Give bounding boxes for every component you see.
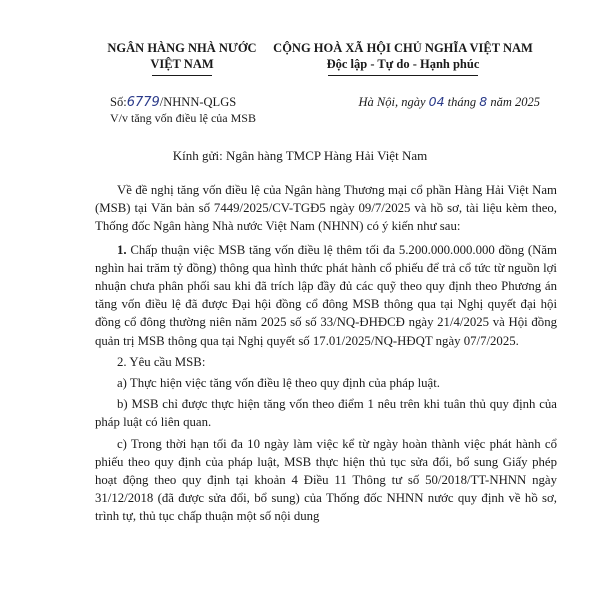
letter-body bbox=[95, 181, 557, 529]
date-place: Hà Nội, ngày bbox=[358, 95, 426, 109]
date-year: năm 2025 bbox=[490, 95, 540, 109]
point-1-number: 1. bbox=[117, 242, 127, 257]
intro-paragraph: Về đề nghị tăng vốn điều lệ của Ngân hàng Thương mại cổ phần Hàng Hải Việt Nam (MSB) tại Văn bản số 7449/2025/CV-TGĐ5 ngày 09/7/2025 và hồ sơ, tài liệu kèm theo, Thống đốc Ngân hàng Nhà nước Việt Nam (NHNN) có ý kiến như sau: bbox=[95, 183, 557, 234]
date-day: 04 bbox=[428, 94, 445, 109]
document-number bbox=[110, 94, 236, 111]
date-month: 8 bbox=[479, 94, 488, 109]
point-2b-paragraph: b) MSB chỉ được thực hiện tăng vốn theo điểm 1 nêu trên khi tuân thủ quy định của pháp luật có liên quan. bbox=[95, 397, 557, 430]
doc-no-prefix: Số: bbox=[110, 95, 127, 109]
doc-no-suffix: /NHNN-QLGS bbox=[159, 95, 237, 109]
motto-underline bbox=[328, 75, 478, 76]
point-2c-paragraph: c) Trong thời hạn tối đa 10 ngày làm việc kể từ ngày hoàn thành việc phát hành cổ phiếu theo quy định của pháp luật, MSB thực hiện thủ tục sửa đổi, bổ sung Giấy phép hoạt động theo quy định tại khoản 4 Điều 11 Thông tư số 50/2018/TT-NHNN ngày 31/12/2018 (đã được sửa đổi, bổ sung) của Thống đốc NHNN nước quy định về hồ sơ, trình tự, thủ tục chấp thuận một số nội dung bbox=[95, 436, 557, 524]
nation-title: CỘNG HOÀ XÃ HỘI CHỦ NGHĨA VIỆT NAM bbox=[273, 41, 533, 55]
date-month-label: tháng bbox=[447, 95, 477, 109]
point-1-paragraph bbox=[95, 241, 557, 350]
point-2a-paragraph: a) Thực hiện việc tăng vốn điều lệ theo quy định của pháp luật. bbox=[117, 376, 440, 391]
date-line bbox=[300, 94, 540, 110]
doc-no-handwritten: 6779 bbox=[126, 95, 160, 110]
national-header bbox=[272, 40, 534, 76]
document-subject: V/v tăng vốn điều lệ của MSB bbox=[110, 111, 256, 125]
issuer-underline bbox=[152, 75, 212, 76]
issuer-header bbox=[92, 40, 272, 76]
point-2-heading: 2. Yêu cầu MSB: bbox=[117, 354, 206, 369]
issuer-name-line1: NGÂN HÀNG NHÀ NƯỚC bbox=[107, 41, 257, 55]
national-motto: Độc lập - Tự do - Hạnh phúc bbox=[326, 57, 480, 71]
greeting: Kính gửi: Ngân hàng TMCP Hàng Hải Việt Nam bbox=[172, 148, 428, 163]
point-1-text: Chấp thuận việc MSB tăng vốn điều lệ thêm tối đa 5.200.000.000.000 đồng (Năm nghìn hai trăm tỷ đồng) thông qua hình thức phát hành cổ phiếu để trả cổ tức từ nguồn lợi nhuận chưa phân phối sau khi đã trích lập đầy đủ các quỹ theo quy định theo Phương án tăng vốn điều lệ đã được Đại hội đồng cổ đông MSB thông qua tại Nghị quyết đại hội đồng cổ đông thường niên năm 2025 số số 33/NQ-ĐHĐCĐ ngày 21/4/2025 và Hội đồng quản trị MSB thông qua tại Nghị quyết số 17.01/2025/NQ-HĐQT ngày 07/7/2025. bbox=[95, 242, 557, 348]
issuer-name-line2: VIỆT NAM bbox=[150, 57, 214, 71]
